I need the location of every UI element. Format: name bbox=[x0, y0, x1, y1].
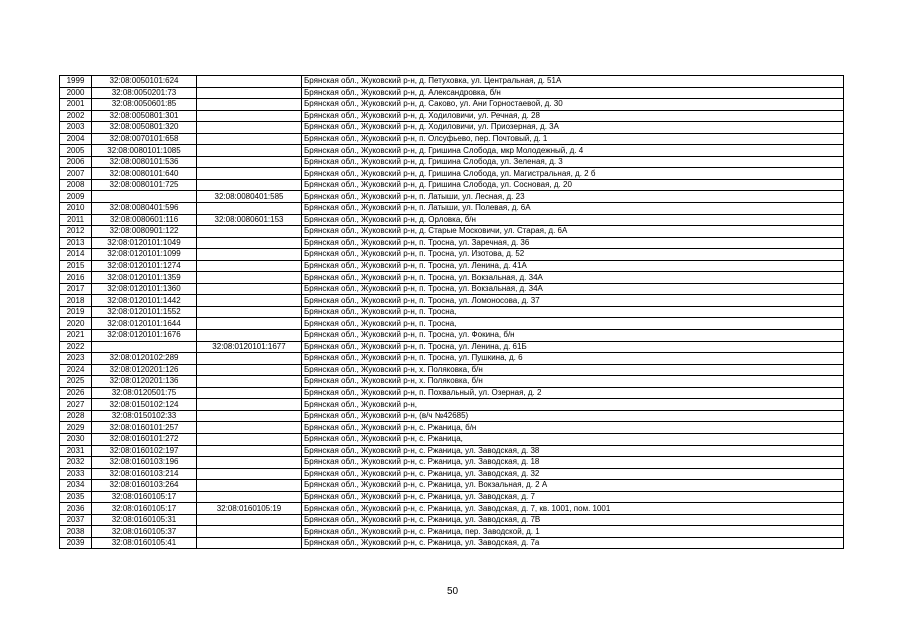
address-cell: Брянская обл., Жуковский р-н, д. Гришина Слобода, ул. Зеленая, д. 3 bbox=[302, 156, 844, 168]
cadastral-number-cell: 32:08:0120101:1442 bbox=[92, 295, 197, 307]
row-number-cell: 2020 bbox=[60, 318, 92, 330]
table-row bbox=[60, 87, 844, 99]
cadastral-number-cell: 32:08:0150102:124 bbox=[92, 399, 197, 411]
row-number-cell: 2013 bbox=[60, 237, 92, 249]
address-cell: Брянская обл., Жуковский р-н, д. Гришина Слобода, мкр Молодежный, д. 4 bbox=[302, 145, 844, 157]
table-row bbox=[60, 76, 844, 88]
related-cadastral-number-cell bbox=[197, 318, 302, 330]
row-number-cell: 2018 bbox=[60, 295, 92, 307]
cadastral-number-cell: 32:08:0050601:85 bbox=[92, 99, 197, 111]
table-row bbox=[60, 457, 844, 469]
row-number-cell: 2016 bbox=[60, 272, 92, 284]
page-number: 50 bbox=[446, 586, 459, 597]
table-row bbox=[60, 226, 844, 238]
cadastral-number-cell: 32:08:0080101:640 bbox=[92, 168, 197, 180]
row-number-cell: 2039 bbox=[60, 537, 92, 549]
related-cadastral-number-cell: 32:08:0120101:1677 bbox=[197, 341, 302, 353]
cadastral-number-cell: 32:08:0120101:1676 bbox=[92, 330, 197, 342]
table-row bbox=[60, 295, 844, 307]
related-cadastral-number-cell bbox=[197, 422, 302, 434]
cadastral-number-cell: 32:08:0120101:1552 bbox=[92, 306, 197, 318]
address-cell: Брянская обл., Жуковский р-н, д. Ходиловичи, ул. Приозерная, д. 3А bbox=[302, 122, 844, 134]
related-cadastral-number-cell bbox=[197, 237, 302, 249]
row-number-cell: 2001 bbox=[60, 99, 92, 111]
address-cell: Брянская обл., Жуковский р-н, п. Похвальный, ул. Озерная, д. 2 bbox=[302, 387, 844, 399]
related-cadastral-number-cell bbox=[197, 480, 302, 492]
cadastral-number-cell: 32:08:0160101:257 bbox=[92, 422, 197, 434]
address-cell: Брянская обл., Жуковский р-н, с. Ржаница, ул. Заводская, д. 32 bbox=[302, 468, 844, 480]
cadastral-number-cell: 32:08:0080601:116 bbox=[92, 214, 197, 226]
table-row bbox=[60, 445, 844, 457]
table-row bbox=[60, 353, 844, 365]
address-cell: Брянская обл., Жуковский р-н, д. Гришина Слобода, ул. Магистральная, д. 2 б bbox=[302, 168, 844, 180]
related-cadastral-number-cell bbox=[197, 387, 302, 399]
row-number-cell: 2011 bbox=[60, 214, 92, 226]
cadastral-number-cell: 32:08:0160105:41 bbox=[92, 537, 197, 549]
address-cell: Брянская обл., Жуковский р-н, д. Орловка, б/н bbox=[302, 214, 844, 226]
table-row bbox=[60, 249, 844, 261]
row-number-cell: 2024 bbox=[60, 364, 92, 376]
address-cell: Брянская обл., Жуковский р-н, с. Ржаница, bbox=[302, 433, 844, 445]
address-cell: Брянская обл., Жуковский р-н, п. Тросна, ул. Заречная, д. 36 bbox=[302, 237, 844, 249]
table-row bbox=[60, 341, 844, 353]
table-row bbox=[60, 433, 844, 445]
cadastral-number-cell: 32:08:0120101:1274 bbox=[92, 260, 197, 272]
address-cell: Брянская обл., Жуковский р-н, д. Ходиловичи, ул. Речная, д. 28 bbox=[302, 110, 844, 122]
address-cell: Брянская обл., Жуковский р-н, п. Тросна, ул. Вокзальная, д. 34А bbox=[302, 272, 844, 284]
related-cadastral-number-cell bbox=[197, 491, 302, 503]
table-row bbox=[60, 387, 844, 399]
row-number-cell: 2026 bbox=[60, 387, 92, 399]
related-cadastral-number-cell bbox=[197, 306, 302, 318]
row-number-cell: 2007 bbox=[60, 168, 92, 180]
row-number-cell: 2021 bbox=[60, 330, 92, 342]
related-cadastral-number-cell bbox=[197, 133, 302, 145]
cadastral-number-cell: 32:08:0160105:37 bbox=[92, 526, 197, 538]
address-cell: Брянская обл., Жуковский р-н, (в/ч №42685) bbox=[302, 410, 844, 422]
related-cadastral-number-cell bbox=[197, 330, 302, 342]
address-cell: Брянская обл., Жуковский р-н, д. Гришина Слобода, ул. Сосновая, д. 20 bbox=[302, 179, 844, 191]
cadastral-number-cell: 32:08:0160105:31 bbox=[92, 514, 197, 526]
cadastral-table bbox=[59, 75, 844, 549]
row-number-cell: 2032 bbox=[60, 457, 92, 469]
address-cell: Брянская обл., Жуковский р-н, д. Саково, ул. Ани Горностаевой, д. 30 bbox=[302, 99, 844, 111]
address-cell: Брянская обл., Жуковский р-н, х. Поляковка, б/н bbox=[302, 364, 844, 376]
table-row bbox=[60, 272, 844, 284]
table-row bbox=[60, 468, 844, 480]
table-row bbox=[60, 168, 844, 180]
row-number-cell: 2037 bbox=[60, 514, 92, 526]
related-cadastral-number-cell bbox=[197, 537, 302, 549]
address-cell: Брянская обл., Жуковский р-н, с. Ржаница, ул. Заводская, д. 7, кв. 1001, пом. 1001 bbox=[302, 503, 844, 515]
related-cadastral-number-cell bbox=[197, 526, 302, 538]
table-row bbox=[60, 122, 844, 134]
related-cadastral-number-cell bbox=[197, 295, 302, 307]
cadastral-number-cell: 32:08:0120101:1049 bbox=[92, 237, 197, 249]
table-row bbox=[60, 364, 844, 376]
table-row bbox=[60, 491, 844, 503]
related-cadastral-number-cell bbox=[197, 457, 302, 469]
cadastral-number-cell bbox=[92, 341, 197, 353]
cadastral-number-cell: 32:08:0080401:596 bbox=[92, 203, 197, 215]
cadastral-number-cell: 32:08:0160101:272 bbox=[92, 433, 197, 445]
table-row bbox=[60, 514, 844, 526]
related-cadastral-number-cell bbox=[197, 445, 302, 457]
address-cell: Брянская обл., Жуковский р-н, с. Ржаница, ул. Заводская, д. 7В bbox=[302, 514, 844, 526]
row-number-cell: 2008 bbox=[60, 179, 92, 191]
related-cadastral-number-cell bbox=[197, 145, 302, 157]
table-row bbox=[60, 306, 844, 318]
related-cadastral-number-cell bbox=[197, 122, 302, 134]
address-cell: Брянская обл., Жуковский р-н, с. Ржаница, б/н bbox=[302, 422, 844, 434]
related-cadastral-number-cell bbox=[197, 364, 302, 376]
cadastral-number-cell: 32:08:0120201:126 bbox=[92, 364, 197, 376]
table-row bbox=[60, 283, 844, 295]
table-row bbox=[60, 330, 844, 342]
table-row bbox=[60, 237, 844, 249]
cadastral-number-cell: 32:08:0080901:122 bbox=[92, 226, 197, 238]
row-number-cell: 2033 bbox=[60, 468, 92, 480]
cadastral-number-cell: 32:08:0120101:1360 bbox=[92, 283, 197, 295]
address-cell: Брянская обл., Жуковский р-н, п. Тросна, bbox=[302, 318, 844, 330]
related-cadastral-number-cell bbox=[197, 203, 302, 215]
address-cell: Брянская обл., Жуковский р-н, с. Ржаница, ул. Заводская, д. 18 bbox=[302, 457, 844, 469]
cadastral-number-cell: 32:08:0080101:1085 bbox=[92, 145, 197, 157]
table-row bbox=[60, 537, 844, 549]
cadastral-number-cell: 32:08:0160103:264 bbox=[92, 480, 197, 492]
table-row bbox=[60, 156, 844, 168]
table-row bbox=[60, 145, 844, 157]
table-row bbox=[60, 179, 844, 191]
related-cadastral-number-cell bbox=[197, 168, 302, 180]
address-cell: Брянская обл., Жуковский р-н, п. Тросна, ул. Ленина, д. 41А bbox=[302, 260, 844, 272]
cadastral-number-cell: 32:08:0050801:301 bbox=[92, 110, 197, 122]
address-cell: Брянская обл., Жуковский р-н, х. Поляковка, б/н bbox=[302, 376, 844, 388]
related-cadastral-number-cell bbox=[197, 283, 302, 295]
address-cell: Брянская обл., Жуковский р-н, п. Тросна, ул. Ломоносова, д. 37 bbox=[302, 295, 844, 307]
address-cell: Брянская обл., Жуковский р-н, п. Тросна, ул. Фокина, б/н bbox=[302, 330, 844, 342]
related-cadastral-number-cell bbox=[197, 87, 302, 99]
row-number-cell: 2031 bbox=[60, 445, 92, 457]
table-row bbox=[60, 99, 844, 111]
row-number-cell: 2004 bbox=[60, 133, 92, 145]
row-number-cell: 2017 bbox=[60, 283, 92, 295]
related-cadastral-number-cell bbox=[197, 99, 302, 111]
cadastral-number-cell bbox=[92, 191, 197, 203]
row-number-cell: 2022 bbox=[60, 341, 92, 353]
row-number-cell: 2019 bbox=[60, 306, 92, 318]
related-cadastral-number-cell bbox=[197, 514, 302, 526]
row-number-cell: 2006 bbox=[60, 156, 92, 168]
cadastral-number-cell: 32:08:0070101:658 bbox=[92, 133, 197, 145]
related-cadastral-number-cell bbox=[197, 272, 302, 284]
row-number-cell: 2028 bbox=[60, 410, 92, 422]
cadastral-number-cell: 32:08:0080101:725 bbox=[92, 179, 197, 191]
table-row bbox=[60, 526, 844, 538]
address-cell: Брянская обл., Жуковский р-н, д. Петуховка, ул. Центральная, д. 51А bbox=[302, 76, 844, 88]
related-cadastral-number-cell bbox=[197, 376, 302, 388]
table-row bbox=[60, 410, 844, 422]
table-row bbox=[60, 203, 844, 215]
cadastral-number-cell: 32:08:0050201:73 bbox=[92, 87, 197, 99]
related-cadastral-number-cell bbox=[197, 249, 302, 261]
address-cell: Брянская обл., Жуковский р-н, д. Александровка, б/н bbox=[302, 87, 844, 99]
row-number-cell: 2035 bbox=[60, 491, 92, 503]
address-cell: Брянская обл., Жуковский р-н, с. Ржаница, ул. Вокзальная, д. 2 А bbox=[302, 480, 844, 492]
cadastral-number-cell: 32:08:0160102:197 bbox=[92, 445, 197, 457]
table-row bbox=[60, 110, 844, 122]
row-number-cell: 2027 bbox=[60, 399, 92, 411]
cadastral-number-cell: 32:08:0160105:17 bbox=[92, 503, 197, 515]
related-cadastral-number-cell bbox=[197, 76, 302, 88]
cadastral-number-cell: 32:08:0120101:1099 bbox=[92, 249, 197, 261]
row-number-cell: 2025 bbox=[60, 376, 92, 388]
address-cell: Брянская обл., Жуковский р-н, с. Ржаница, ул. Заводская, д. 7 bbox=[302, 491, 844, 503]
related-cadastral-number-cell bbox=[197, 156, 302, 168]
cadastral-number-cell: 32:08:0160103:196 bbox=[92, 457, 197, 469]
row-number-cell: 2030 bbox=[60, 433, 92, 445]
cadastral-number-cell: 32:08:0120101:1644 bbox=[92, 318, 197, 330]
cadastral-number-cell: 32:08:0120101:1359 bbox=[92, 272, 197, 284]
table-row bbox=[60, 191, 844, 203]
related-cadastral-number-cell bbox=[197, 410, 302, 422]
address-cell: Брянская обл., Жуковский р-н, п. Тросна, ул. Вокзальная, д. 34А bbox=[302, 283, 844, 295]
cadastral-number-cell: 32:08:0120102:289 bbox=[92, 353, 197, 365]
row-number-cell: 2034 bbox=[60, 480, 92, 492]
table-row bbox=[60, 503, 844, 515]
cadastral-number-cell: 32:08:0050101:624 bbox=[92, 76, 197, 88]
address-cell: Брянская обл., Жуковский р-н, п. Тросна, bbox=[302, 306, 844, 318]
table-row bbox=[60, 376, 844, 388]
related-cadastral-number-cell: 32:08:0080601:153 bbox=[197, 214, 302, 226]
row-number-cell: 2000 bbox=[60, 87, 92, 99]
table-row bbox=[60, 260, 844, 272]
row-number-cell: 2014 bbox=[60, 249, 92, 261]
related-cadastral-number-cell: 32:08:0080401:585 bbox=[197, 191, 302, 203]
related-cadastral-number-cell bbox=[197, 110, 302, 122]
row-number-cell: 2002 bbox=[60, 110, 92, 122]
related-cadastral-number-cell bbox=[197, 433, 302, 445]
address-cell: Брянская обл., Жуковский р-н, п. Тросна, ул. Изотова, д. 52 bbox=[302, 249, 844, 261]
table-body bbox=[60, 76, 844, 549]
related-cadastral-number-cell bbox=[197, 179, 302, 191]
related-cadastral-number-cell bbox=[197, 468, 302, 480]
table-row bbox=[60, 214, 844, 226]
cadastral-number-cell: 32:08:0150102:33 bbox=[92, 410, 197, 422]
address-cell: Брянская обл., Жуковский р-н, д. Старые Московичи, ул. Старая, д. 6А bbox=[302, 226, 844, 238]
cadastral-number-cell: 32:08:0120501:75 bbox=[92, 387, 197, 399]
related-cadastral-number-cell bbox=[197, 226, 302, 238]
related-cadastral-number-cell bbox=[197, 260, 302, 272]
row-number-cell: 2038 bbox=[60, 526, 92, 538]
table-row bbox=[60, 318, 844, 330]
address-cell: Брянская обл., Жуковский р-н, с. Ржаница, пер. Заводской, д. 1 bbox=[302, 526, 844, 538]
row-number-cell: 2029 bbox=[60, 422, 92, 434]
cadastral-number-cell: 32:08:0080101:536 bbox=[92, 156, 197, 168]
related-cadastral-number-cell bbox=[197, 399, 302, 411]
table-row bbox=[60, 480, 844, 492]
table-row bbox=[60, 399, 844, 411]
address-cell: Брянская обл., Жуковский р-н, с. Ржаница, ул. Заводская, д. 7а bbox=[302, 537, 844, 549]
cadastral-number-cell: 32:08:0160105:17 bbox=[92, 491, 197, 503]
address-cell: Брянская обл., Жуковский р-н, п. Тросна, ул. Пушкина, д. 6 bbox=[302, 353, 844, 365]
row-number-cell: 2015 bbox=[60, 260, 92, 272]
row-number-cell: 2012 bbox=[60, 226, 92, 238]
address-cell: Брянская обл., Жуковский р-н, п. Латыши, ул. Полевая, д. 6А bbox=[302, 203, 844, 215]
table-row bbox=[60, 133, 844, 145]
address-cell: Брянская обл., Жуковский р-н, п. Олсуфьево, пер. Почтовый, д. 1 bbox=[302, 133, 844, 145]
address-cell: Брянская обл., Жуковский р-н, bbox=[302, 399, 844, 411]
row-number-cell: 1999 bbox=[60, 76, 92, 88]
row-number-cell: 2003 bbox=[60, 122, 92, 134]
row-number-cell: 2036 bbox=[60, 503, 92, 515]
cadastral-number-cell: 32:08:0120201:136 bbox=[92, 376, 197, 388]
row-number-cell: 2009 bbox=[60, 191, 92, 203]
related-cadastral-number-cell bbox=[197, 353, 302, 365]
row-number-cell: 2023 bbox=[60, 353, 92, 365]
row-number-cell: 2005 bbox=[60, 145, 92, 157]
cadastral-number-cell: 32:08:0050801:320 bbox=[92, 122, 197, 134]
cadastral-number-cell: 32:08:0160103:214 bbox=[92, 468, 197, 480]
address-cell: Брянская обл., Жуковский р-н, п. Латыши, ул. Лесная, д. 23 bbox=[302, 191, 844, 203]
table-row bbox=[60, 422, 844, 434]
address-cell: Брянская обл., Жуковский р-н, с. Ржаница, ул. Заводская, д. 38 bbox=[302, 445, 844, 457]
related-cadastral-number-cell: 32:08:0160105:19 bbox=[197, 503, 302, 515]
address-cell: Брянская обл., Жуковский р-н, п. Тросна, ул. Ленина, д. 61Б bbox=[302, 341, 844, 353]
row-number-cell: 2010 bbox=[60, 203, 92, 215]
